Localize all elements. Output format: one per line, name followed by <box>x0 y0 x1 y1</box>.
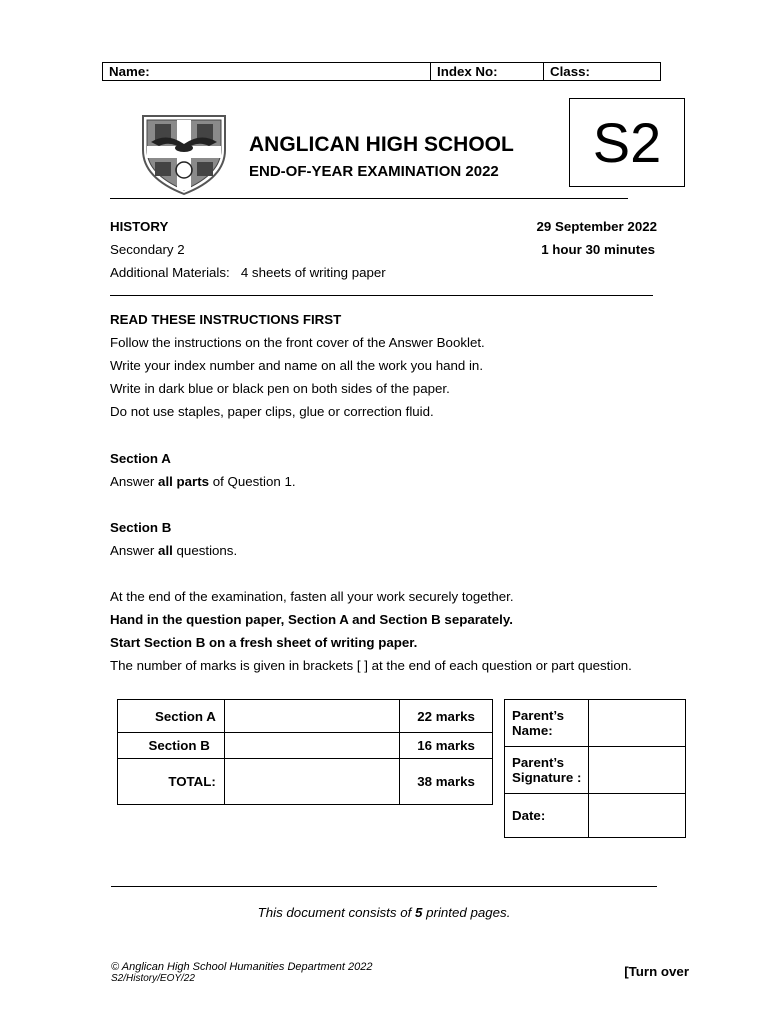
score-cell[interactable] <box>224 759 399 805</box>
instruction-line: Write your index number and name on all the work you hand in. <box>110 358 484 373</box>
header-divider <box>110 198 628 199</box>
parent-table <box>504 699 686 838</box>
class-field[interactable] <box>544 63 660 80</box>
exam-date: 29 September 2022 <box>536 219 657 234</box>
table-row <box>118 700 493 733</box>
name-label: Name: <box>109 64 150 79</box>
subject: HISTORY <box>110 219 169 234</box>
fresh-sheet-instruction: Start Section B on a fresh sheet of writing paper. <box>110 635 418 650</box>
section-b-heading: Section B <box>110 520 172 535</box>
exam-title: END-OF-YEAR EXAMINATION 2022 <box>249 163 499 180</box>
instructions-heading: READ THESE INSTRUCTIONS FIRST <box>110 312 342 327</box>
date-field[interactable] <box>588 794 685 838</box>
score-cell[interactable] <box>224 733 399 759</box>
index-label: Index No: <box>437 64 498 79</box>
footer-divider <box>111 886 657 887</box>
exam-duration: 1 hour 30 minutes <box>541 242 655 257</box>
class-label: Class: <box>550 64 590 79</box>
total-label: TOTAL: <box>118 759 225 805</box>
table-row <box>118 759 493 805</box>
copyright: © Anglican High School Humanities Department 2022 <box>111 961 373 973</box>
hand-in-instruction: Hand in the question paper, Section A and Section B separately. <box>110 612 513 627</box>
index-field[interactable] <box>431 63 544 80</box>
instruction-line: Write in dark blue or black pen on both sides of the paper. <box>110 381 450 396</box>
materials-label: Additional Materials: <box>110 265 230 280</box>
section-label: Section A <box>118 700 225 733</box>
marks-table <box>117 699 493 805</box>
date-label: Date: <box>505 794 589 838</box>
turn-over-note: [Turn over <box>624 964 689 979</box>
section-a-instruction: Answer all parts of Question 1. <box>110 474 296 489</box>
max-marks: 38 marks <box>400 759 493 805</box>
materials-value: 4 sheets of writing paper <box>240 265 386 280</box>
info-divider <box>110 295 653 296</box>
section-a-heading: Section A <box>110 451 171 466</box>
level-box: S2 <box>569 98 685 187</box>
parent-signature-field[interactable] <box>588 747 685 794</box>
table-row <box>505 700 686 747</box>
parent-name-label: Parent’s Name: <box>505 700 589 747</box>
parent-name-field[interactable] <box>588 700 685 747</box>
school-name: ANGLICAN HIGH SCHOOL <box>249 133 514 156</box>
student-id-table <box>102 62 661 81</box>
max-marks: 16 marks <box>400 733 493 759</box>
materials-line <box>110 265 386 281</box>
fasten-instruction: At the end of the examination, fasten all your work securely together. <box>110 589 514 604</box>
table-row <box>505 794 686 838</box>
score-cell[interactable] <box>224 700 399 733</box>
table-row <box>505 747 686 794</box>
instruction-line: Follow the instructions on the front cover of the Answer Booklet. <box>110 335 485 350</box>
section-label: Section B <box>118 733 225 759</box>
name-field[interactable] <box>103 63 431 80</box>
page-count-note: This document consists of 5 printed pages. <box>257 905 511 920</box>
section-b-instruction: Answer all questions. <box>110 543 238 558</box>
parent-signature-label: Parent’s Signature : <box>505 747 589 794</box>
table-row <box>118 733 493 759</box>
level-text: Secondary 2 <box>110 242 185 257</box>
school-crest-icon <box>137 110 231 196</box>
marks-instruction: The number of marks is given in brackets [ ] at the end of each question or part question. <box>110 658 632 673</box>
paper-code: S2/History/EOY/22 <box>111 973 195 984</box>
max-marks: 22 marks <box>400 700 493 733</box>
instruction-line: Do not use staples, paper clips, glue or correction fluid. <box>110 404 434 419</box>
